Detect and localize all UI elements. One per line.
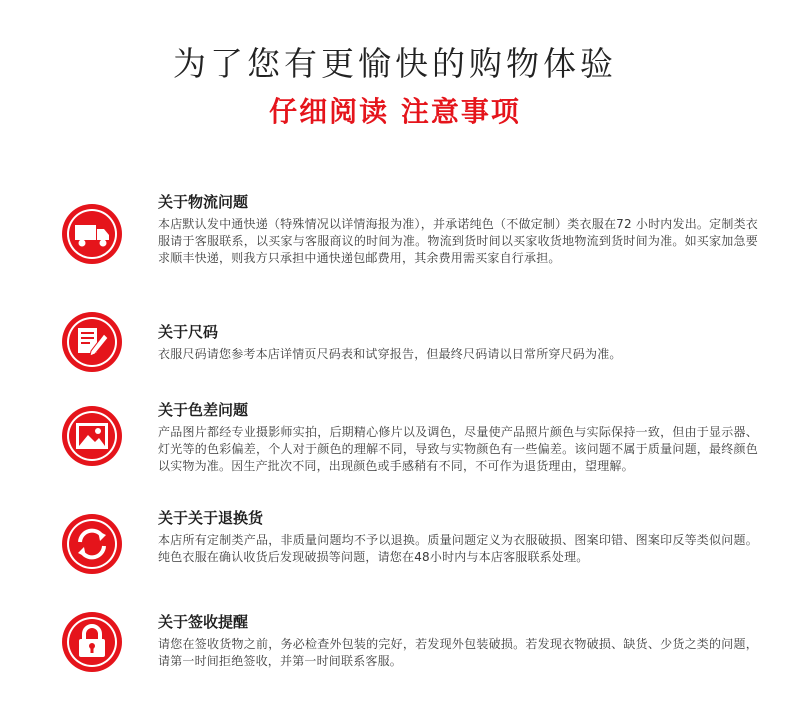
section-body: 本店默认发中通快递（特殊情况以详情海报为准），并承诺纯色（不做定制）类衣服在72 小时内发出。定制类衣服请于客服联系，以买家与客服商议的时间为准。物流到货时间以买家收货地物流到货时间为准。如买家加急要求顺丰快递，则我方只承担中通快递包邮费用，其余费用需买家自行承担。	[158, 217, 758, 265]
section-body: 衣服尺码请您参考本店详情页尺码表和试穿报告，但最终尺码请以日常所穿尺码为准。	[158, 347, 622, 361]
section-title: 关于色差问题	[158, 401, 249, 419]
section-title: 关于签收提醒	[158, 613, 249, 631]
section-body: 本店所有定制类产品，非质量问题均不予以退换。质量问题定义为衣服破损、图案印错、图案印反等类似问题。纯色衣服在确认收货后发现破损等问题，请您在48小时内与本店客服联系处理。	[158, 533, 758, 564]
refresh-exchange-icon	[60, 512, 124, 576]
page-headline: 为了您有更愉快的购物体验	[173, 44, 617, 83]
picture-icon	[60, 404, 124, 468]
section-title: 关于尺码	[158, 323, 219, 341]
document-pen-icon	[60, 310, 124, 374]
padlock-icon	[60, 610, 124, 674]
section-title: 关于物流问题	[158, 193, 249, 211]
page-subheadline: 仔细阅读 注意事项	[269, 95, 521, 128]
delivery-truck-icon	[60, 202, 124, 266]
section-title: 关于关于退换货	[158, 509, 264, 527]
section-body: 产品图片都经专业摄影师实拍，后期精心修片以及调色，尽量使产品照片颜色与实际保持一致，但由于显示器、灯光等的色彩偏差，个人对于颜色的理解不同，导致与实物颜色有一些偏差。该问题不属于质量问题，最终颜色以实物为准。因生产批次不同，出现颜色或手感稍有不同，不可作为退货理由，望理解。	[158, 425, 758, 473]
section-body: 请您在签收货物之前，务必检查外包装的完好，若发现外包装破损。若发现衣物破损、缺货、少货之类的问题，请第一时间拒绝签收，并第一时间联系客服。	[158, 637, 758, 668]
